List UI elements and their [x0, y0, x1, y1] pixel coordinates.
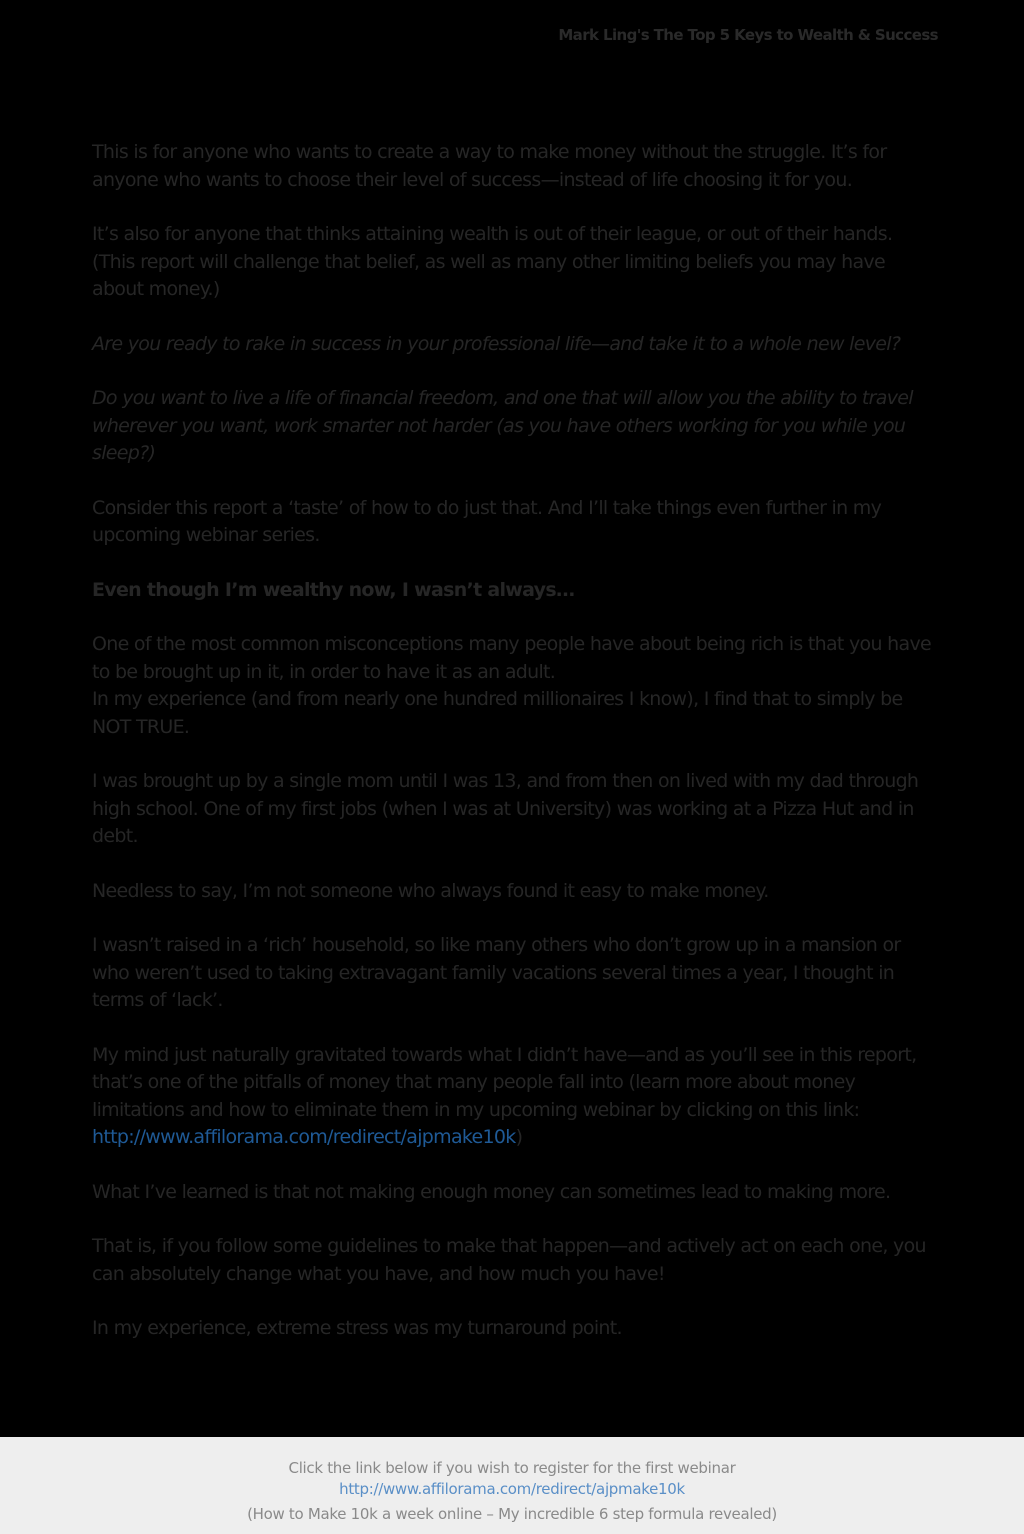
paragraph-league: It’s also for anyone that thinks attaining wealth is out of their league, or out of their hands. (This report will challenge that belief, as well as many other limiting beliefs you may have about money.) [92, 223, 893, 300]
footer-banner [0, 1437, 1024, 1534]
paragraph-mind [92, 1042, 937, 1152]
paragraph-mind-close: ) [515, 1126, 523, 1148]
body-text [92, 139, 937, 1370]
paragraph-stress: In my experience, extreme stress was my turnaround point. [92, 1317, 622, 1339]
paragraph-upbringing: I was brought up by a single mom until I was 13, and from then on lived with my dad through high school. One of my first jobs (when I was at University) was working at a Pizza Hut and in debt. [92, 770, 919, 847]
webinar-link[interactable]: http://www.affilorama.com/redirect/ajpmake10k [92, 1126, 516, 1148]
footer-webinar-link[interactable]: http://www.affilorama.com/redirect/ajpmake10k [339, 1480, 685, 1498]
footer-register-text: Click the link below if you wish to register for the first webinar [288, 1459, 736, 1477]
paragraph-household: I wasn’t raised in a ‘rich’ household, so like many others who don’t grow up in a mansion or who weren’t used to taking extravagant family vacations several times a year, I thought in terms of ‘lack’. [92, 934, 901, 1011]
paragraph-learned: What I’ve learned is that not making enough money can sometimes lead to making more. [92, 1180, 891, 1203]
paragraph-mind-text: My mind just naturally gravitated towards what I didn’t have—and as you’ll see in this report, that’s one of the pitfalls of money that many people fall into (learn more about money limitations and how to eliminate them in my upcoming webinar by clicking on this link: [92, 1043, 917, 1121]
paragraph-guidelines: That is, if you follow some guidelines to make that happen—and actively act on each one, you can absolutely change what you have, and how much you have! [92, 1235, 926, 1285]
section-heading: Even though I’m wealthy now, I wasn’t always… [92, 578, 575, 601]
footer-webinar-subtitle: (How to Make 10k a week online – My incredible 6 step formula revealed) [247, 1505, 777, 1523]
running-header: Mark Ling's The Top 5 Keys to Wealth & Success [558, 26, 938, 44]
paragraph-question-freedom: Do you want to live a life of financial freedom, and one that will allow you the ability to travel wherever you want, work smarter not harder (as you have others working for you while you sleep?) [92, 387, 913, 464]
paragraph-needless: Needless to say, I’m not someone who always found it easy to make money. [92, 879, 769, 902]
paragraph-taste: Consider this report a ‘taste’ of how to do just that. And I’ll take things even further in my upcoming webinar series. [92, 496, 882, 546]
paragraph-not-true: In my experience (and from nearly one hundred millionaires I know), I find that to simply be NOT TRUE. [92, 688, 903, 738]
paragraph-question-success: Are you ready to rake in success in your professional life—and take it to a whole new level? [92, 332, 901, 355]
paragraph-misconception: One of the most common misconceptions many people have about being rich is that you have to be brought up in it, in order to have it as an adult. [92, 633, 931, 683]
paragraph-intro: This is for anyone who wants to create a way to make money without the struggle. It’s for anyone who wants to choose their level of success—instead of life choosing it for you. [92, 141, 887, 191]
